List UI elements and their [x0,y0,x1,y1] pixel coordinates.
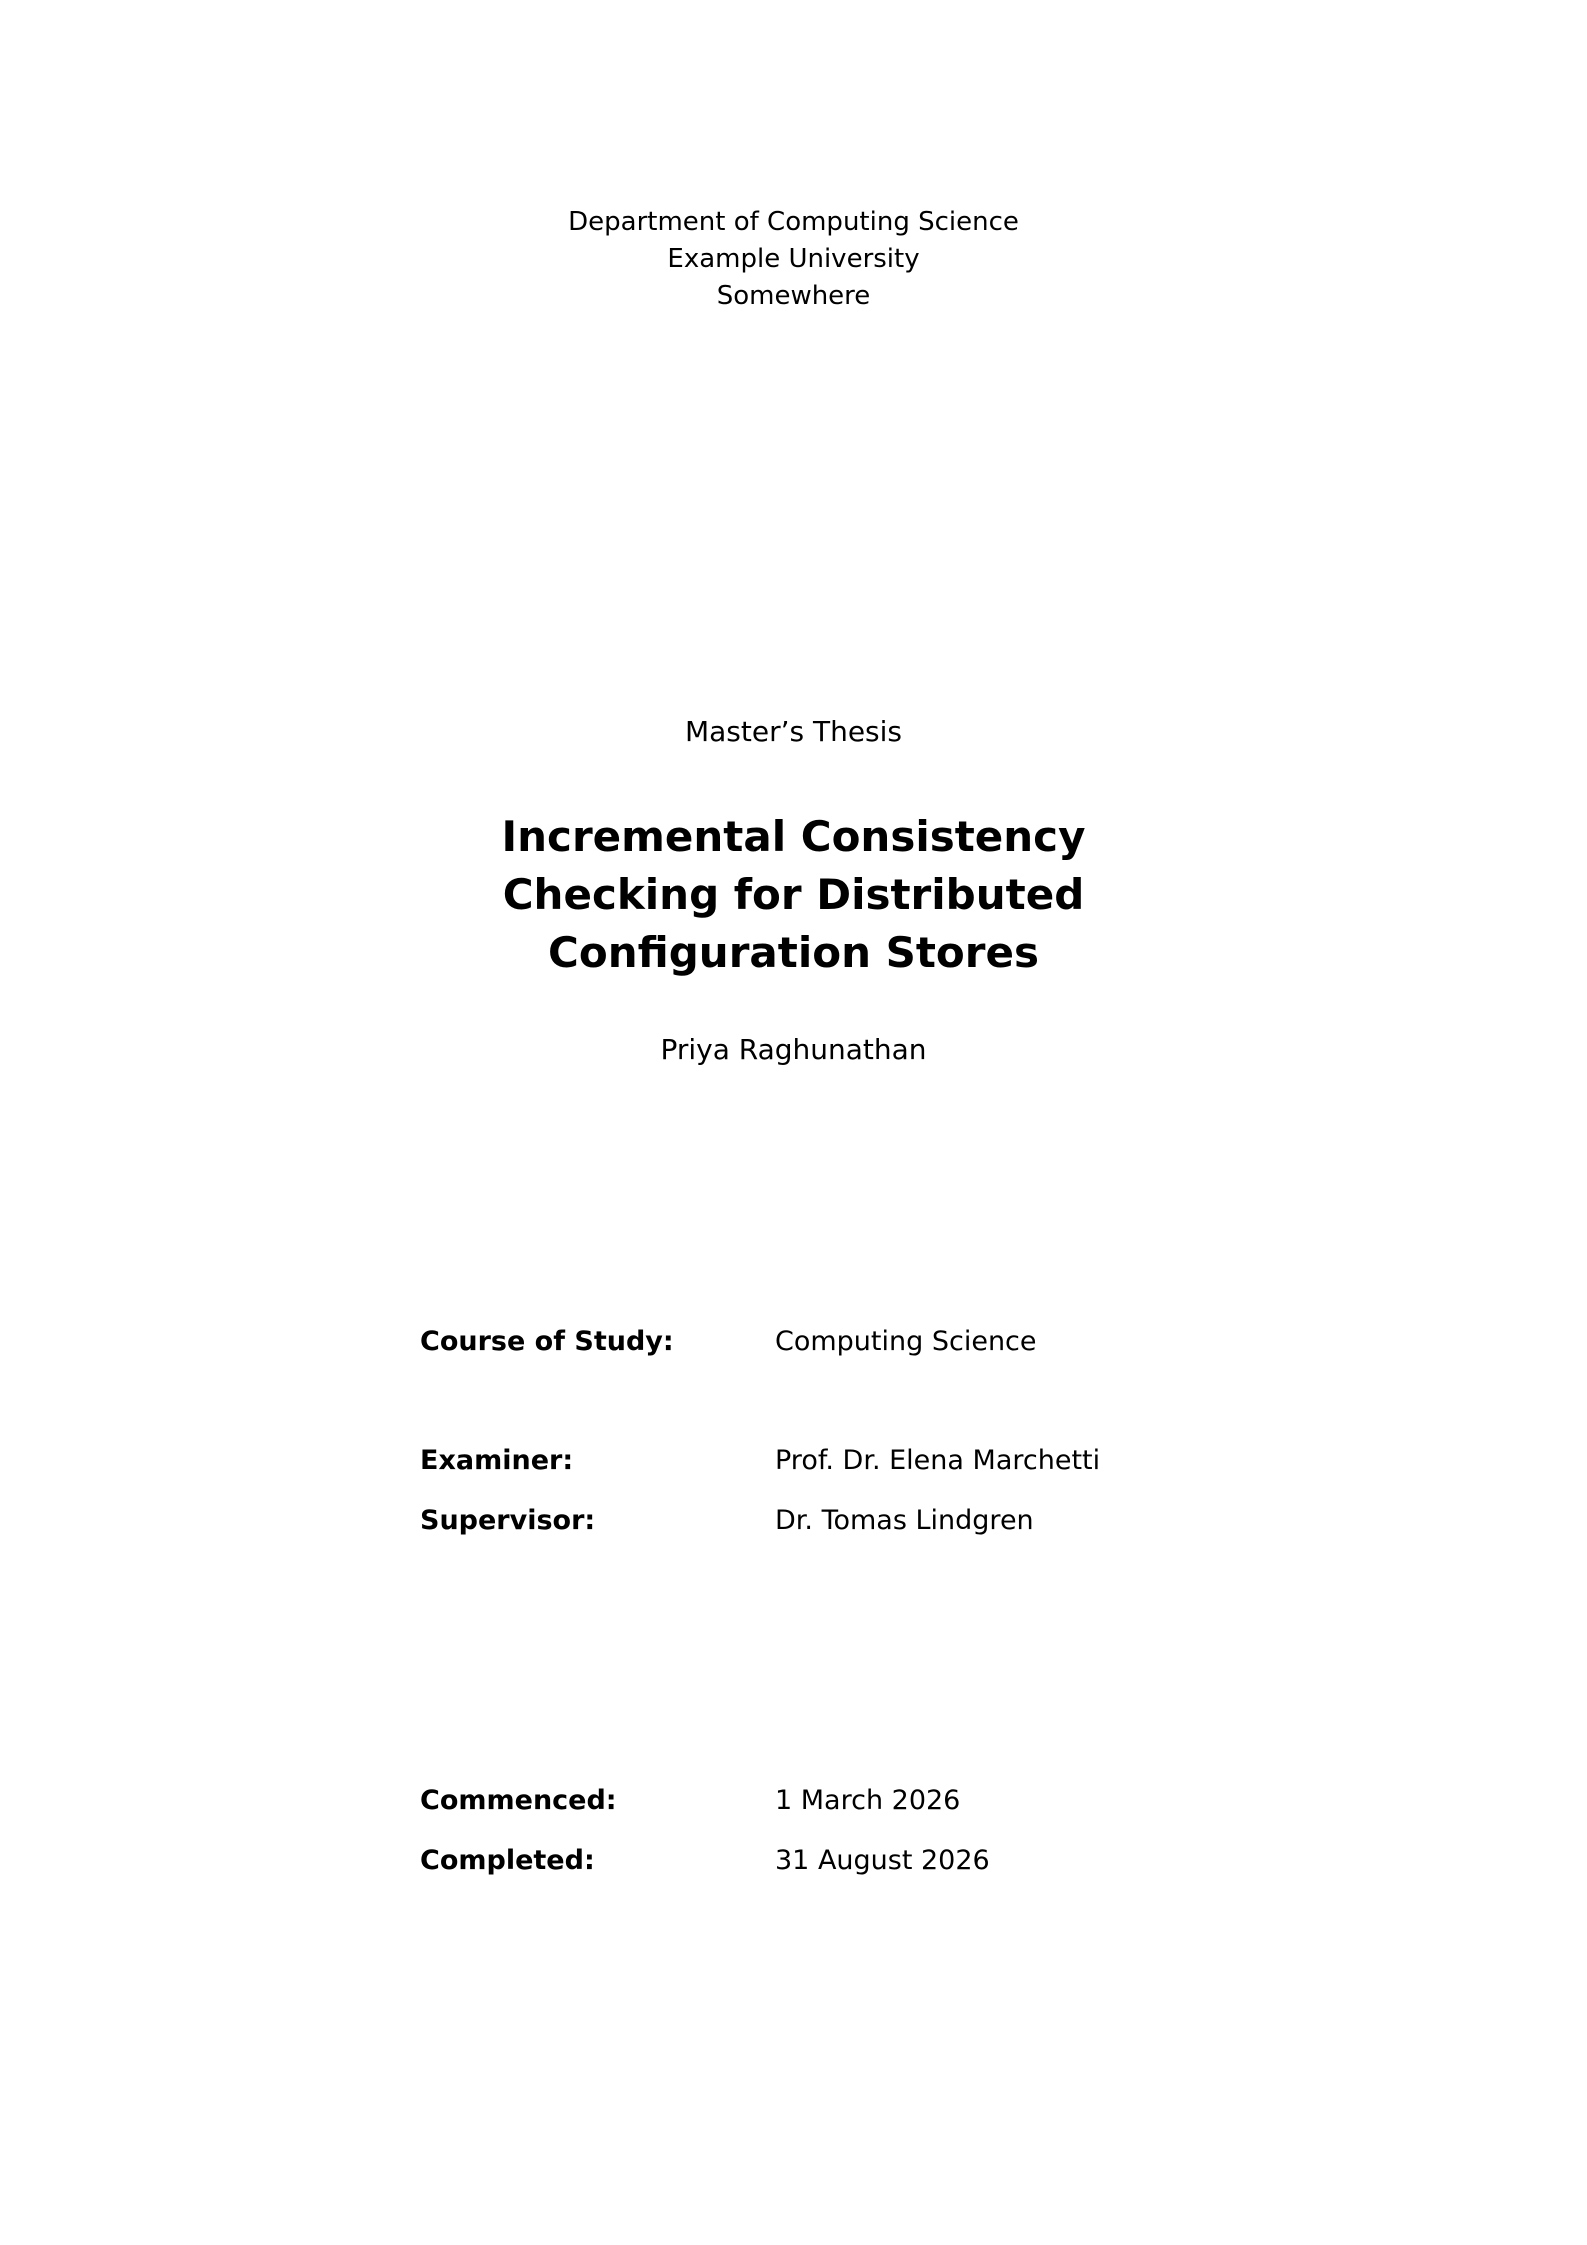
title-line: Incremental Consistency [501,812,1086,861]
course-of-study-row [420,1322,1220,1362]
completed-value: 31 August 2026 [775,1845,990,1876]
supervisor-value: Dr. Tomas Lindgren [775,1505,1034,1536]
commenced-value: 1 March 2026 [775,1785,961,1816]
author-name: Priya Raghunathan [660,1033,927,1066]
institution-block [0,204,1587,315]
course-of-study-value: Computing Science [775,1326,1037,1357]
completed-row [420,1841,1220,1881]
course-of-study-label: Course of Study: [420,1326,674,1357]
commenced-label: Commenced: [420,1785,617,1816]
university-location: Somewhere [716,281,871,311]
title-line: Configuration Stores [548,928,1039,977]
completed-label: Completed: [420,1845,595,1876]
department-name: Department of Computing Science [568,207,1019,237]
examiner-label: Examiner: [420,1445,574,1476]
supervisor-row [420,1501,1220,1541]
university-name: Example University [667,244,920,274]
commenced-row [420,1781,1220,1821]
examiner-value: Prof. Dr. Elena Marchetti [775,1445,1101,1476]
supervisor-label: Supervisor: [420,1505,596,1536]
thesis-type: Master’s Thesis [684,715,903,748]
examiner-row [420,1441,1220,1481]
thesis-title [0,808,1587,982]
title-line: Checking for Distributed [502,870,1085,919]
